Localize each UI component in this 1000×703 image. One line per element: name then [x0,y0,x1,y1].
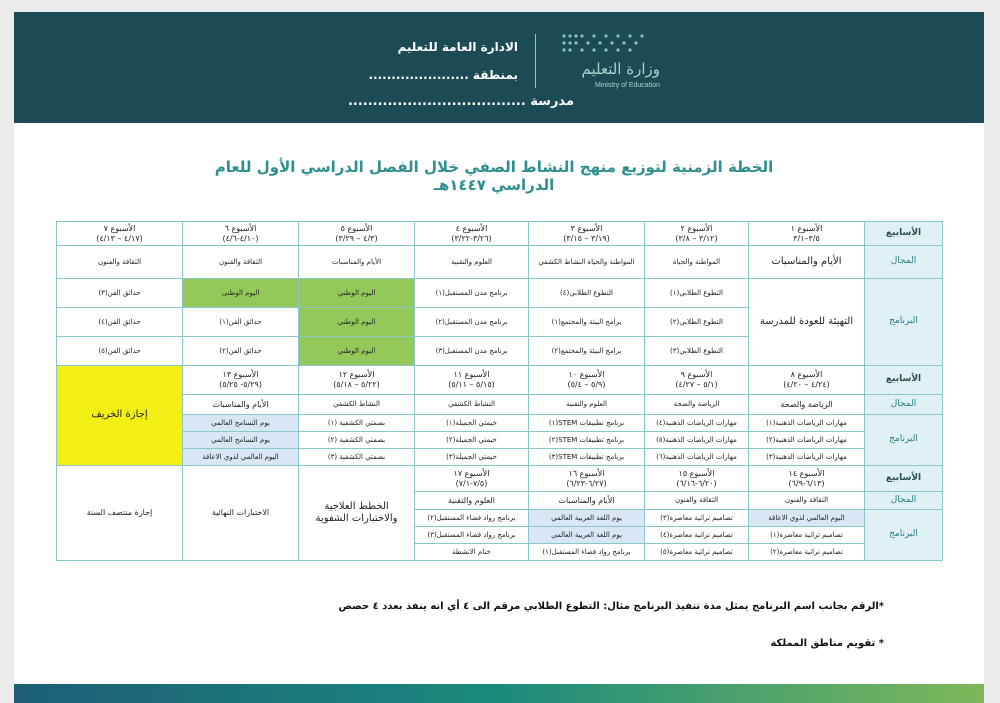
program-cell: اليوم الوطني [183,279,299,308]
table-row [57,466,943,492]
domain-cell: الثقافة والفنون [645,492,749,510]
weeks-label: الأسابيع [865,222,943,246]
header-divider [535,34,536,88]
table-row [57,366,943,395]
program-cell: اليوم الوطني [299,308,415,337]
program-cell: تصاميم تراثية معاصرة(٢) [749,544,865,561]
program-cell: برنامج رواد فضاء المستقبل(٢) [415,510,529,527]
table-row [57,395,943,415]
program-cell: برنامج رواد فضاء المستقبل(٣) [415,527,529,544]
week-header: الأسبوع ١١ (٥/١٥ – ٥/١١) [415,366,529,395]
week-header: الأسبوع ١٦ (٦/٢٧-٦/٢٣) [529,466,645,492]
program-cell: التهيئة للعودة للمدرسة [749,279,865,366]
program-cell: خيمتي الجميلة(٢) [415,432,529,449]
program-cell: التطوع الطلابي(١) [645,279,749,308]
week-header: الأسبوع ١٤ (٦/١٣-٦/٩) [749,466,865,492]
domain-cell: العلوم والتقنية [415,246,529,279]
table-row [57,432,943,449]
admin-line: الادارة العامة للتعليم [397,40,518,54]
program-cell: تصاميم تراثية معاصرة(٥) [645,544,749,561]
footnote-program-number: *الرقم بجانب اسم البرنامج يمثل مدة تنفيذ البرنامج مثال: التطوع الطلابي مرقم الى ٤ أي انه ينفذ بعدد ٤ حصص [338,601,884,612]
activity-plan-table [56,221,943,561]
footnote-calendar: * تقويم مناطق المملكة [770,638,884,649]
program-cell: حدائق الفن(٣) [57,279,183,308]
week-header: الأسبوع ٧ (٤/١٧ – ٤/١٣) [57,222,183,246]
week-header: الأسبوع ١٢ (٥/٢٢ – ٥/١٨) [299,366,415,395]
domain-cell: الأيام والمناسبات [299,246,415,279]
program-cell: اليوم العالمي لذوي الاعاقة [749,510,865,527]
program-cell: بصمتي الكشفية (١) [299,415,415,432]
program-cell: يوم اللغة العربية العالمي [529,510,645,527]
program-cell: خيمتي الجميلة(١) [415,415,529,432]
program-cell: مهارات الرياضات الذهنية(١) [749,415,865,432]
logo-arabic-text: وزارة التعليم [581,60,660,78]
header-banner [14,12,984,123]
table-row [57,222,943,246]
week-header: الأسبوع ١٥ (٦/٢٠-٦/١٦) [645,466,749,492]
table-row [57,246,943,279]
domain-cell: العلوم والتقنية [415,492,529,510]
domain-cell: الثقافة والفنون [183,246,299,279]
midyear-holiday-cell: إجازة منتصف السنة [57,466,183,561]
program-cell: يوم التسامح العالمي [183,415,299,432]
footer-bar [14,684,984,703]
program-cell: التطوع الطلابي(٣) [645,337,749,366]
program-cell: برنامج تطبيقات STEM(٣) [529,449,645,466]
program-cell: بصمتي الكشفية (٣) [299,449,415,466]
program-label: البرنامج [865,279,943,366]
document-page [14,12,984,703]
program-cell: برنامج مدن المستقبل(٣) [415,337,529,366]
program-cell: تصاميم تراثية معاصرة(١) [749,527,865,544]
domain-cell: النشاط الكشفي [415,395,529,415]
program-cell: تصاميم تراثية معاصرة(٣) [645,510,749,527]
program-cell: اليوم العالمي لذوي الاعاقة [183,449,299,466]
week-header: الأسبوع ١٧ (٧/٥-٧/١) [415,466,529,492]
domain-cell: المواطنة والحياة النشاط الكشفي [529,246,645,279]
program-cell: برنامج تطبيقات STEM(١) [529,415,645,432]
week-header: الأسبوع ٥ (٤/٣ – ٣/٢٩) [299,222,415,246]
program-cell: برنامج مدن المستقبل(٢) [415,308,529,337]
table-row [57,449,943,466]
program-cell: التطوع الطلابي(٤) [529,279,645,308]
week-header: الأسبوع ١٠ (٥/٩ – ٥/٤) [529,366,645,395]
finals-cell: الاختبارات النهائية [183,466,299,561]
week-header: الأسبوع ٩ (٥/١ – ٤/٢٧) [645,366,749,395]
program-cell: برنامج رواد فضاء المستقبل(١) [529,544,645,561]
weeks-label: الأسابيع [865,466,943,492]
domain-cell: الرياضة والصحة [645,395,749,415]
program-cell: برنامج مدن المستقبل(١) [415,279,529,308]
autumn-holiday-cell: إجازة الخريف [57,366,183,466]
region-line: بمنطقة ...................... [368,68,518,82]
domain-cell: المواطنة والحياة [645,246,749,279]
ministry-logo [546,32,676,102]
program-cell: مهارات الرياضات الذهنية(٣) [749,449,865,466]
domain-cell: النشاط الكشفي [299,395,415,415]
program-cell: برامج البيئة والمجتمع(١) [529,308,645,337]
program-cell: مهارات الرياضات الذهنية(٤) [645,415,749,432]
domain-cell: الثقافة والفنون [57,246,183,279]
program-cell: برامج البيئة والمجتمع(٢) [529,337,645,366]
program-cell: ختام الانشطة [415,544,529,561]
domain-cell: الأيام والمناسبات [749,246,865,279]
week-header: الأسبوع ١٣ (٥/٢٩- ٥/٢٥) [183,366,299,395]
weeks-label: الأسابيع [865,366,943,395]
table-row [57,279,943,308]
week-header: الأسبوع ٨ (٤/٢٤ – ٤/٢٠) [749,366,865,395]
program-cell: اليوم الوطني [299,279,415,308]
domain-label: المجال [865,395,943,415]
week-header: الأسبوع ٦ (٤/١٠-٤/٦) [183,222,299,246]
program-cell: مهارات الرياضات الذهنية(٢) [749,432,865,449]
program-cell: حدائق الفن(٢) [183,337,299,366]
page-title: الخطة الزمنية لتوزيع منهج النشاط الصفي خلال الفصل الدراسي الأول للعام الدراسي ١٤٤٧هـ [214,158,774,194]
program-cell: حدائق الفن(٤) [57,308,183,337]
domain-cell: الأيام والمناسبات [183,395,299,415]
program-cell: خيمتي الجميلة(٣) [415,449,529,466]
logo-english-text: Ministry of Education [595,82,660,89]
week-header: الأسبوع ٣ (٣/١٩ – ٣/١٥) [529,222,645,246]
week-header: الأسبوع ١ ٣/٥–٣/١ [749,222,865,246]
logo-dots-icon [554,32,650,54]
program-label: البرنامج [865,415,943,466]
program-cell: يوم اللغة العربية العالمي [529,527,645,544]
program-cell: يوم التسامح العالمي [183,432,299,449]
domain-cell: الأيام والمناسبات [529,492,645,510]
program-cell: حدائق الفن(١) [183,308,299,337]
week-header: الأسبوع ٢ (٣/١٢ – ٣/٨) [645,222,749,246]
program-cell: برنامج تطبيقات STEM(٢) [529,432,645,449]
domain-cell: العلوم والتقنية [529,395,645,415]
school-line: مدرسة .................................... [347,94,574,109]
program-cell: التطوع الطلابي(٢) [645,308,749,337]
program-cell: حدائق الفن(٥) [57,337,183,366]
program-cell: مهارات الرياضات الذهنية(٦) [645,449,749,466]
remedial-cell: الخطط العلاجية والاختبارات الشفوية [299,466,415,561]
week-header: الأسبوع ٤ (٣/٢٦-٣/٢٢) [415,222,529,246]
program-cell: اليوم الوطني [299,337,415,366]
domain-label: المجال [865,246,943,279]
domain-cell: الرياضة والصحة [749,395,865,415]
domain-label: المجال [865,492,943,510]
program-cell: بصمتي الكشفية (٢) [299,432,415,449]
table-row [57,415,943,432]
program-label: البرنامج [865,510,943,561]
program-cell: تصاميم تراثية معاصرة(٤) [645,527,749,544]
domain-cell: الثقافة والفنون [749,492,865,510]
program-cell: مهارات الرياضات الذهنية(٥) [645,432,749,449]
